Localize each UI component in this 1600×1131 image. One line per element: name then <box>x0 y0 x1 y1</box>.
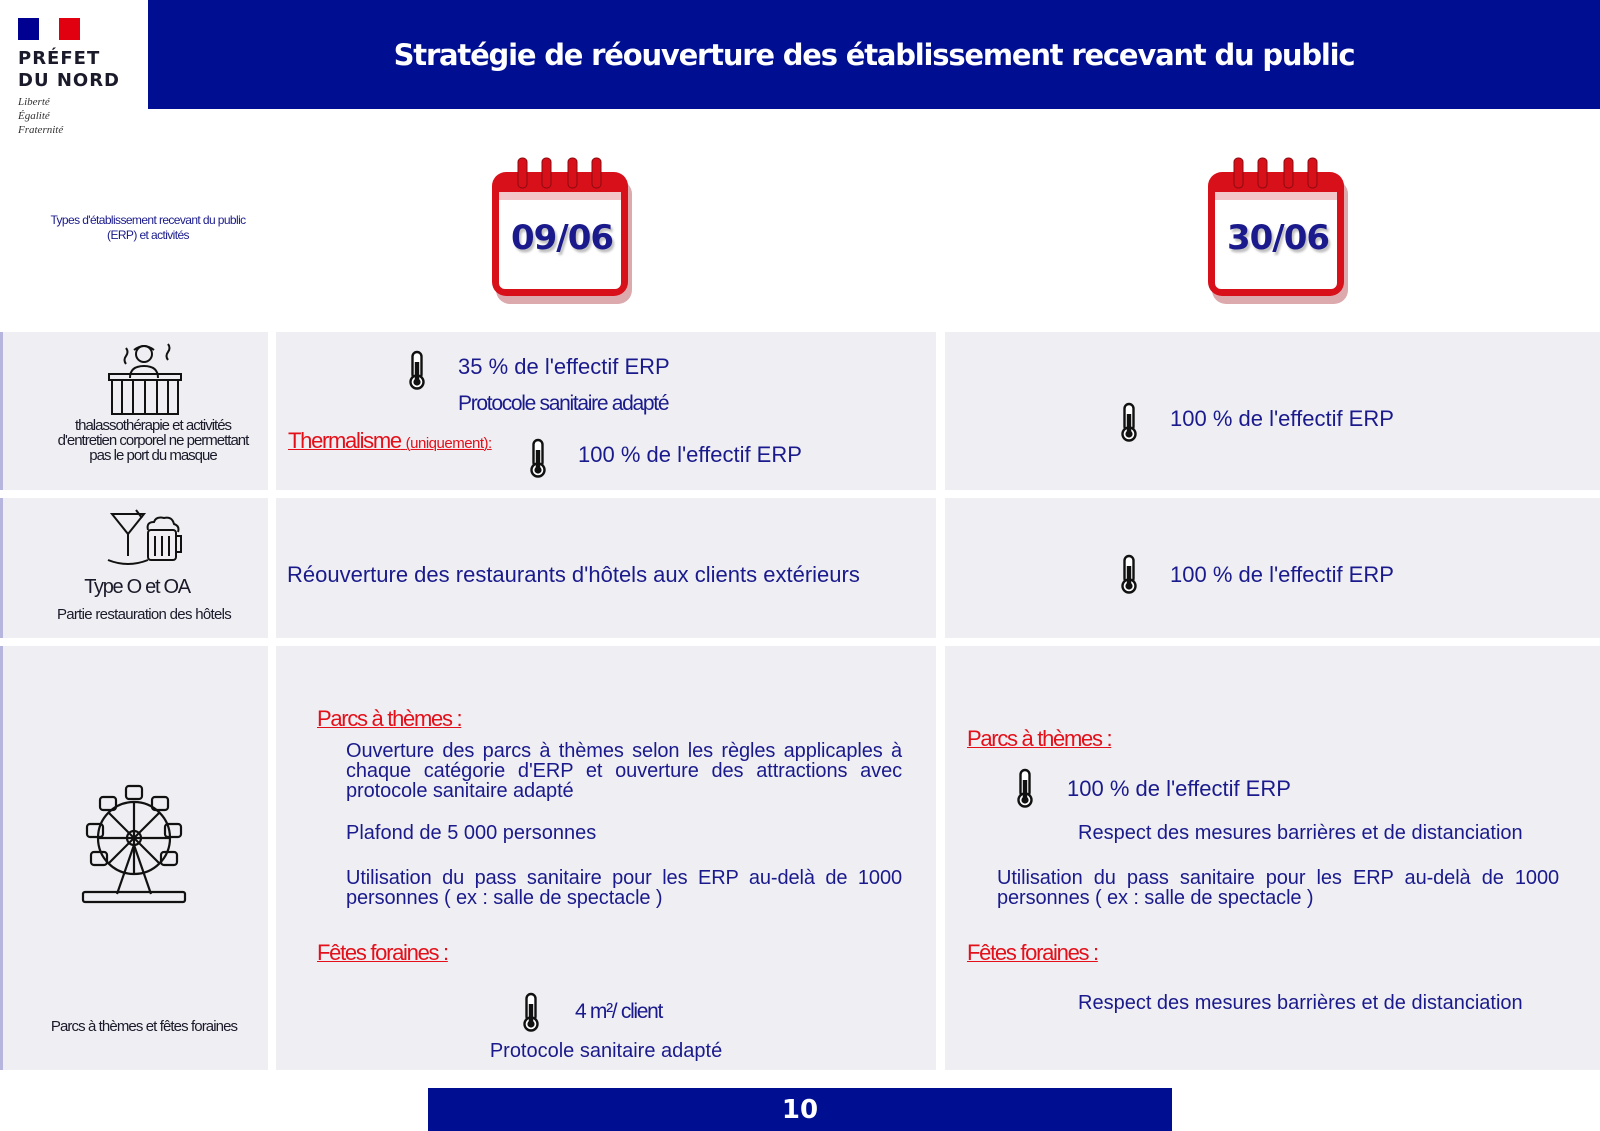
calendar-date-1 <box>488 156 636 306</box>
d1-parcs-text2: Plafond de 5 000 personnes <box>346 822 597 844</box>
erp-types-header: Types d'établissement recevant du public (ERP) et activités <box>50 213 246 242</box>
d1-fetes-text2: Protocole sanitaire adapté <box>489 1040 723 1062</box>
row-parcs-label-cell <box>0 646 268 1070</box>
d1-fetes-title: Fêtes foraines : <box>317 940 448 965</box>
d1-parcs-text3: Utilisation du pass sanitaire pour les ERP au-delà de 1000 personnes ( ex : salle de spectacle ) <box>346 867 902 909</box>
thalasso-d1-capacity: 35 % de l'effectif ERP <box>458 354 670 379</box>
thermometer-icon <box>522 992 540 1032</box>
page-number: 10 <box>781 1094 819 1125</box>
cocktail-beer-icon <box>106 508 182 568</box>
page-number-bar <box>428 1088 1172 1131</box>
hotels-d1-text: Réouverture des restaurants d'hôtels aux clients extérieurs <box>287 562 860 587</box>
logo-line-1: PRÉFET <box>18 48 101 69</box>
motto-fraternite: Fraternité <box>18 124 64 136</box>
thalasso-label: thalassothérapie et activités d'entretien corporel ne permettant pas le port du masque <box>57 417 249 464</box>
thermalisme-note: (uniquement): <box>405 435 492 452</box>
flag-blue <box>18 18 39 40</box>
hotels-d2-capacity: 100 % de l'effectif ERP <box>1170 562 1394 587</box>
hotels-label: Partie restauration des hôtels <box>56 606 232 623</box>
thermalisme-capacity: 100 % de l'effectif ERP <box>578 442 802 467</box>
ferris-wheel-icon <box>81 782 187 904</box>
marianne-flag-icon <box>18 18 80 40</box>
d2-fetes-title: Fêtes foraines : <box>967 940 1098 965</box>
motto-egalite: Égalité <box>18 110 50 122</box>
thermometer-icon <box>408 350 426 390</box>
page-title: Stratégie de réouverture des établissement recevant du public <box>393 37 1355 72</box>
d2-fetes-text1: Respect des mesures barrières et de distanciation <box>1078 992 1523 1014</box>
prefet-logo <box>18 18 148 143</box>
d2-parcs-text1: Respect des mesures barrières et de distanciation <box>1078 822 1523 844</box>
thermalisme-title <box>288 428 492 454</box>
calendar-date-2 <box>1204 156 1352 306</box>
hotels-type: Type O et OA <box>84 576 190 598</box>
thermalisme-label: Thermalisme <box>288 428 401 453</box>
flag-white <box>39 18 60 40</box>
thermometer-icon <box>1120 554 1138 594</box>
d2-parcs-capacity: 100 % de l'effectif ERP <box>1067 776 1291 801</box>
title-banner <box>148 0 1600 109</box>
row-hotels-date1-cell <box>276 498 936 638</box>
motto-liberte: Liberté <box>18 96 50 108</box>
d1-fetes-text1: 4 m²/ client <box>575 1000 663 1023</box>
row-thalasso-date1-cell <box>276 332 936 490</box>
thermometer-icon <box>529 438 547 478</box>
thermometer-icon <box>1016 768 1034 808</box>
flag-red <box>59 18 80 40</box>
thermometer-icon <box>1120 402 1138 442</box>
d1-parcs-title: Parcs à thèmes : <box>317 706 462 731</box>
date-2-label: 30/06 <box>1226 218 1330 258</box>
logo-line-2: DU NORD <box>18 70 120 91</box>
row-thalasso-date2-cell <box>945 332 1600 490</box>
d2-parcs-title: Parcs à thèmes : <box>967 726 1112 751</box>
thalasso-d2-capacity: 100 % de l'effectif ERP <box>1170 406 1394 431</box>
row-hotels-date2-cell <box>945 498 1600 638</box>
row-parcs-date2-cell <box>945 646 1600 1070</box>
date-1-label: 09/06 <box>510 218 614 258</box>
d2-parcs-text2: Utilisation du pass sanitaire pour les ERP au-delà de 1000 personnes ( ex : salle de spectacle ) <box>997 867 1559 909</box>
row-hotels-label-cell <box>0 498 268 638</box>
d1-parcs-text1: Ouverture des parcs à thèmes selon les règles applicaples à chaque catégorie d'ERP et ouverture des attractions avec protocole sanitaire adapté <box>346 740 902 802</box>
row-thalasso-label-cell <box>0 332 268 490</box>
thalasso-d1-protocol: Protocole sanitaire adapté <box>458 392 669 415</box>
row-parcs-date1-cell <box>276 646 936 1070</box>
parcs-label: Parcs à thèmes et fêtes foraines <box>50 1018 238 1035</box>
spa-bath-icon <box>106 340 184 416</box>
